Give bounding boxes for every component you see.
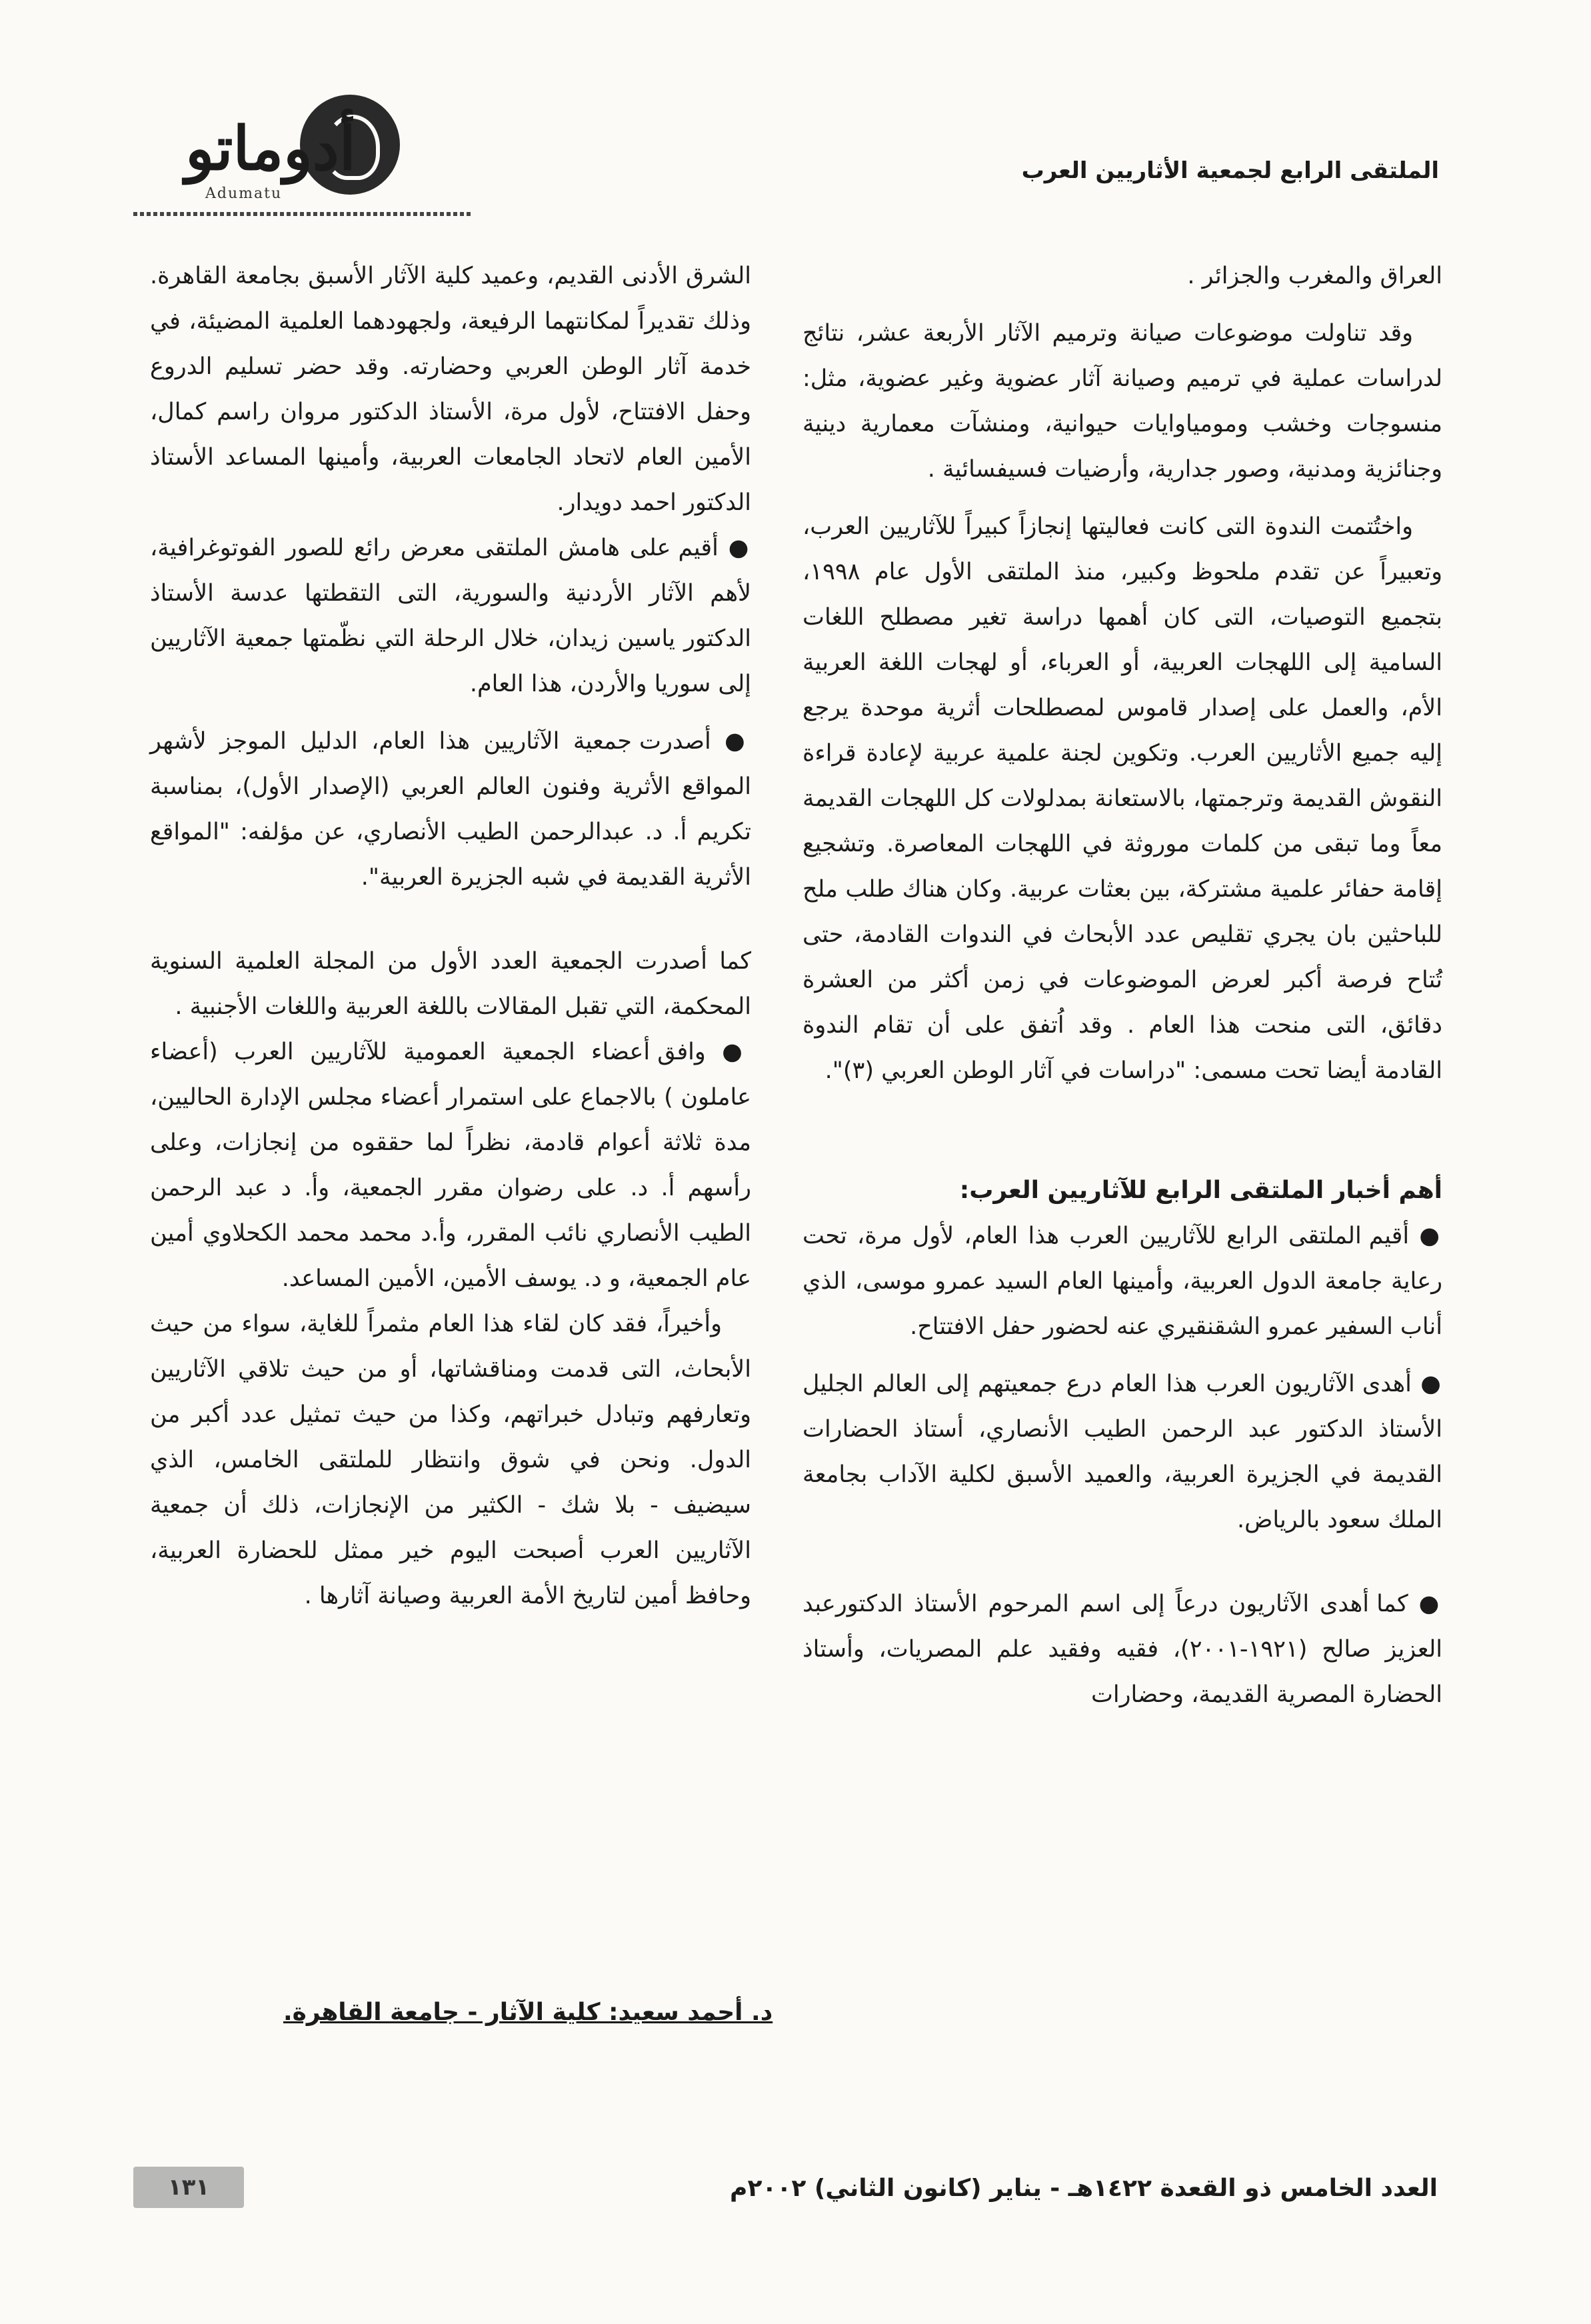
bullet-icon: ●	[1420, 1371, 1442, 1397]
bullet-item	[802, 1361, 1442, 1543]
bullet-text: أصدرت جمعية الآثاريين هذا العام، الدليل الموجز لأشهر المواقع الأثرية وفنون العالم العربي (الإصدار الأول)، بمناسبة تكريم أ. د. عبدالرحمن الطيب الأنصاري، عن مؤلفه: "المواقع الأثرية القديمة في شبه الجزيرة العربية".	[150, 728, 751, 891]
paragraph: العراق والمغرب والجزائر .	[1187, 263, 1442, 289]
bullet-icon: ●	[725, 728, 751, 755]
page-number: ١٣١	[133, 2167, 244, 2208]
bullet-text: وافق أعضاء الجمعية العمومية للآثاريين العرب (أعضاء عاملون ) بالاجماع على استمرار أعضاء مجلس الإدارة الحاليين، مدة ثلاثة أعوام قادمة، نظراً لما حققوه من إنجازات، وعلى رأسهم أ. د. على رضوان مقرر الجمعية، وأ. د عبد الرحمن الطيب الأنصاري نائب المقرر، وأ.د محمد محمد الكحلاوي أمين عام الجمعية، و د. يوسف الأمين، الأمين المساعد.	[150, 1039, 751, 1292]
right-text-column	[802, 253, 1442, 1717]
paragraph: كما أصدرت الجمعية العدد الأول من المجلة العلمية السنوية المحكمة، التي تقبل المقالات باللغة العربية واللغات الأجنبية .	[150, 948, 751, 1020]
paragraph: وقد تناولت موضوعات صيانة وترميم الآثار الأربعة عشر، نتائج لدراسات عملية في ترميم وصيانة آثار عضوية وغير عضوية، مثل: منسوجات وخشب ومومياوايات حيوانية، ومنشآت معمارية دينية وجنائزية ومدنية، وصور جدارية، وأرضيات فسيفسائية .	[802, 320, 1442, 483]
bullet-text: كما أهدى الآثاريون درعاً إلى اسم المرحوم الأستاذ الدكتورعبد العزيز صالح (١٩٢١-٢٠٠١)، فقيه وفقيد علم المصريات، وأستاذ الحضارة المصرية القديمة، وحضارات	[802, 1591, 1443, 1708]
logo-latin-wordmark: Adumatu	[205, 185, 283, 202]
bullet-icon: ●	[722, 1039, 751, 1065]
running-header-title: الملتقى الرابع لجمعية الأثاريين العرب	[1021, 157, 1439, 184]
left-text-column	[150, 253, 751, 1619]
bullet-item	[150, 525, 751, 707]
paragraph: الشرق الأدنى القديم، وعميد كلية الآثار الأسبق بجامعة القاهرة. وذلك تقديراً لمكانتهما الرفيعة، ولجهودهما العلمية المضيئة، في خدمة آثار الوطن العربي وحضارته. وقد حضر تسليم الدروع وحفل الافتتاح، لأول مرة، الأستاذ الدكتور مروان راسم كمال، الأمين العام لاتحاد الجامعات العربية، وأمينها المساعد الأستاذ الدكتور احمد دويدار.	[150, 263, 751, 516]
bullet-text: أقيم الملتقى الرابع للآثاريين العرب هذا العام، لأول مرة، تحت رعاية جامعة الدول العربية، وأمينها العام السيد عمرو موسى، الذي أناب السفير عمرو الشقنقيري عنه لحضور حفل الافتتاح.	[802, 1223, 1442, 1340]
journal-logo	[133, 95, 473, 228]
bullet-item	[150, 719, 751, 900]
bullet-item	[802, 1581, 1442, 1717]
bullet-item	[150, 1029, 751, 1301]
bullet-icon: ●	[1418, 1591, 1442, 1617]
logo-divider	[133, 212, 473, 216]
paragraph: وأخيراً، فقد كان لقاء هذا العام مثمراً للغاية، سواء من حيث الأبحاث، التى قدمت ومناقشاتها، أو من حيث تلاقي الآثاريين وتعارفهم وتبادل خبراتهم، وكذا من حيث تمثيل عدد أكبر من الدول. ونحن في شوق وانتظار للملتقى الخامس، الذي سيضيف - بلا شك - الكثير من الإنجازات، ذلك أن جمعية الآثاريين العرب أصبحت اليوم خير ممثل للحضارة العربية، وحافظ أمين لتاريخ الأمة العربية وصيانة آثارها .	[150, 1311, 751, 1609]
bullet-item	[802, 1213, 1442, 1349]
bullet-text: أقيم على هامش الملتقى معرض رائع للصور الفوتوغرافية، لأهم الآثار الأردنية والسورية، التى التقطتها عدسة الأستاذ الدكتور ياسين زيدان، خلال الرحلة التي نظّمتها جمعية الآثاريين إلى سوريا والأردن، هذا العام.	[150, 535, 751, 697]
section-heading: أهم أخبار الملتقى الرابع للآثاريين العرب:	[959, 1177, 1442, 1204]
bullet-text: أهدى الآثاريون العرب هذا العام درع جمعيتهم إلى العالم الجليل الأستاذ الدكتور عبد الرحمن الطيب الأنصاري، أستاذ الحضارات القديمة في الجزيرة العربية، والعميد الأسبق لكلية الآداب بجامعة الملك سعود بالرياض.	[802, 1371, 1442, 1533]
bullet-icon: ●	[1419, 1223, 1442, 1249]
logo-arabic-wordmark: أدوماتو	[185, 113, 356, 184]
bullet-icon: ●	[728, 535, 751, 561]
issue-footer: العدد الخامس ذو القعدة ١٤٢٢هـ - يناير (كانون الثاني) ٢٠٠٢م	[730, 2175, 1438, 2202]
paragraph: واختُتمت الندوة التى كانت فعاليتها إنجازاً كبيراً للآثاريين العرب، وتعبيراً عن تقدم ملحوظ وكبير، منذ الملتقى الأول عام ١٩٩٨، بتجميع التوصيات، التى كان أهمها دراسة تغير مصطلح اللغات السامية إلى اللهجات العربية، أو العرباء، أو لهجات اللغة العربية الأم، والعمل على إصدار قاموس لمصطلحات أثرية موحدة يرجع إليه جميع الأثاريين العرب. وتكوين لجنة علمية عربية لإعادة قراءة النقوش القديمة وترجمتها، بالاستعانة بمدلولات كل اللهجات القديمة معاً وما تبقى من كلمات موروثة في اللهجات المعاصرة. وتشجيع إقامة حفائر علمية مشتركة، بين بعثات عربية. وكان هناك طلب ملح للباحثين بان يجري تقليص عدد الأبحاث في الندوات القادمة، حتى تُتاح فرصة أكبر لعرض الموضوعات في زمن أكثر من العشرة دقائق، التى منحت هذا العام . وقد اُتفق على أن تقام الندوة القادمة أيضا تحت مسمى: "دراسات في آثار الوطن العربي (٣)".	[802, 513, 1442, 1084]
author-signature: د. أحمد سعيد: كلية الآثار - جامعة القاهرة.	[283, 1999, 773, 2026]
